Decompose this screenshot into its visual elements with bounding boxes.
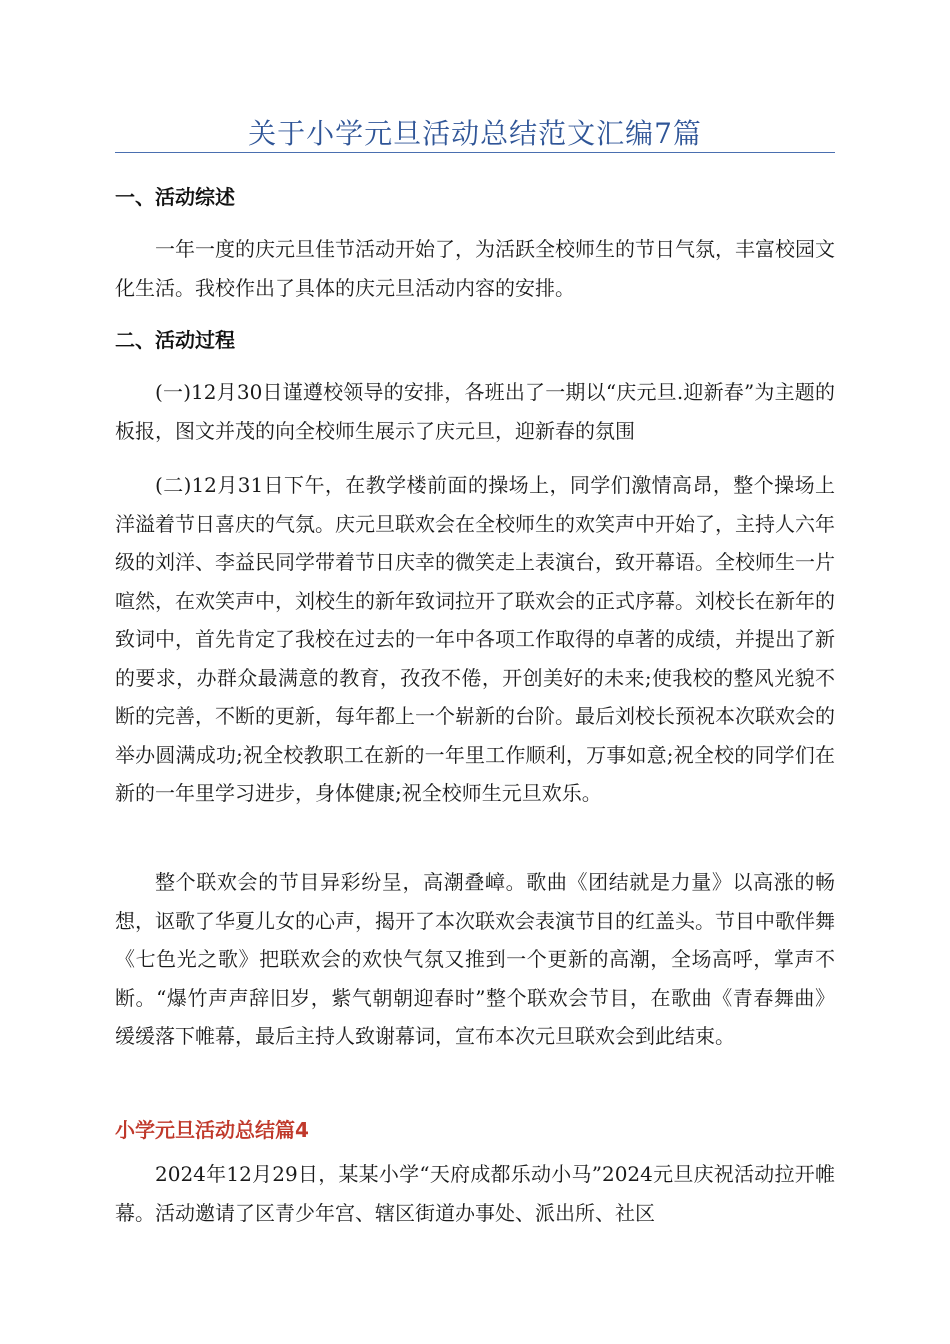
paragraph-process-3: 整个联欢会的节目异彩纷呈，高潮叠嶂。歌曲《团结就是力量》以高涨的畅想，讴歌了华夏儿女的心声，揭开了本次联欢会表演节目的红盖头。节目中歌伴舞《七色光之歌》把联欢会的欢快气氛又推到一个更新的高潮，全场高呼，掌声不断。“爆竹声声辞旧岁，紫气朝朝迎春时”整个联欢会节目，在歌曲《青春舞曲》缓缓落下帷幕，最后主持人致谢幕词，宣布本次元旦联欢会到此结束。	[115, 870, 835, 1048]
paragraph-process-2: (二)12月31日下午，在教学楼前面的操场上，同学们激情高昂，整个操场上洋溢着节日喜庆的气氛。庆元旦联欢会在全校师生的欢笑声中开始了，主持人六年级的刘洋、李益民同学带着节日庆幸的微笑走上表演台，致开幕语。全校师生一片喧然，在欢笑声中，刘校生的新年致词拉开了联欢会的正式序幕。刘校长在新年的致词中，首先肯定了我校在过去的一年中各项工作取得的卓著的成绩，并提出了新的要求，办群众最满意的教育，孜孜不倦，开创美好的未来;使我校的整风光貌不断的完善，不断的更新，每年都上一个崭新的台阶。最后刘校长预祝本次联欢会的举办圆满成功;祝全校教职工在新的一年里工作顺利，万事如意;祝全校的同学们在新的一年里学习进步，身体健康;祝全校师生元旦欢乐。	[115, 473, 835, 805]
document-title: 关于小学元旦活动总结范文汇编7篇	[248, 117, 702, 150]
section-heading-process: 二、活动过程	[115, 328, 235, 352]
paragraph-overview: 一年一度的庆元旦佳节活动开始了，为活跃全校师生的节日气氛，丰富校园文化生活。我校作出了具体的庆元旦活动内容的安排。	[115, 237, 835, 300]
title-underline	[115, 152, 835, 153]
section-heading-overview: 一、活动综述	[115, 185, 235, 209]
paragraph-process-1: (一)12月30日谨遵校领导的安排，各班出了一期以“庆元旦.迎新春”为主题的板报，图文并茂的向全校师生展示了庆元旦，迎新春的氛围	[115, 380, 835, 443]
section-heading-part4: 小学元旦活动总结篇4	[115, 1118, 309, 1142]
paragraph-part4: 2024年12月29日，某某小学“天府成都乐动小马”2024元旦庆祝活动拉开帷幕。活动邀请了区青少年宫、辖区街道办事处、派出所、社区	[115, 1162, 835, 1225]
